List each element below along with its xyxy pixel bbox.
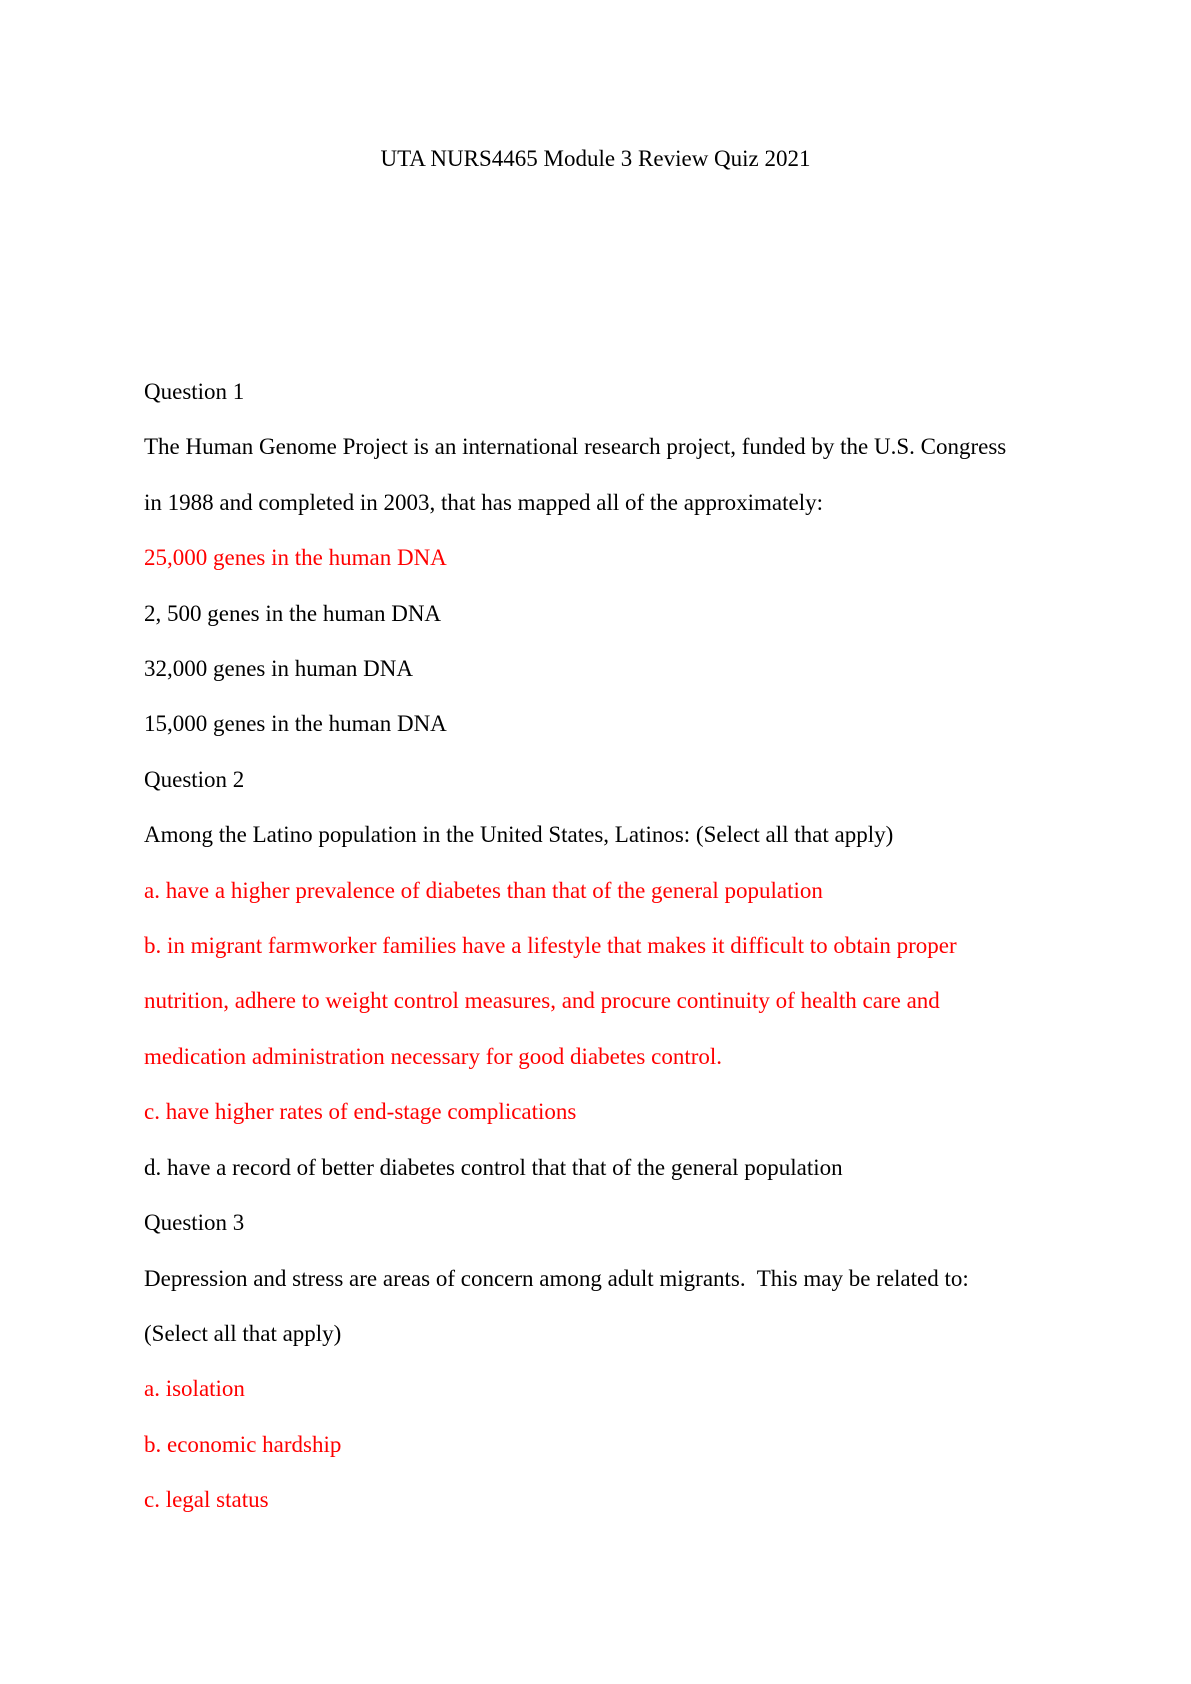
correct-answer-option: c. have higher rates of end-stage complications (144, 1099, 577, 1125)
question-1 (144, 364, 1064, 752)
question-stem-line: Among the Latino population in the United States, Latinos: (Select all that apply) (144, 822, 894, 848)
quiz-body (144, 364, 1064, 1528)
answer-option: d. have a record of better diabetes control that that of the general population (144, 1154, 843, 1180)
document-title: UTA NURS4465 Module 3 Review Quiz 2021 (380, 146, 811, 171)
correct-answer-option-continued: medication administration necessary for good diabetes control. (144, 1043, 723, 1069)
correct-answer-option: b. in migrant farmworker families have a lifestyle that makes it difficult to obtain proper (144, 933, 957, 959)
question-stem-line: The Human Genome Project is an international research project, funded by the U.S. Congress (144, 434, 1007, 460)
question-heading: Question 3 (144, 1210, 245, 1236)
question-stem-line: in 1988 and completed in 2003, that has mapped all of the approximately: (144, 489, 823, 515)
answer-option: 2, 500 genes in the human DNA (144, 600, 442, 626)
correct-answer-option-continued: nutrition, adhere to weight control measures, and procure continuity of health care and (144, 988, 940, 1014)
question-3 (144, 1195, 1064, 1527)
correct-answer-option: c. legal status (144, 1487, 269, 1513)
correct-answer-option: a. isolation (144, 1376, 245, 1402)
correct-answer-option: 25,000 genes in the human DNA (144, 545, 447, 571)
question-2 (144, 752, 1064, 1195)
correct-answer-option: a. have a higher prevalence of diabetes than that of the general population (144, 877, 823, 903)
question-stem-line: Depression and stress are areas of concern among adult migrants. This may be related to: (144, 1265, 969, 1291)
question-heading: Question 1 (144, 379, 245, 404)
answer-option: 32,000 genes in human DNA (144, 656, 413, 682)
question-heading: Question 2 (144, 766, 245, 792)
question-stem-line: (Select all that apply) (144, 1320, 342, 1346)
answer-option: 15,000 genes in the human DNA (144, 711, 447, 737)
correct-answer-option: b. economic hardship (144, 1431, 342, 1457)
